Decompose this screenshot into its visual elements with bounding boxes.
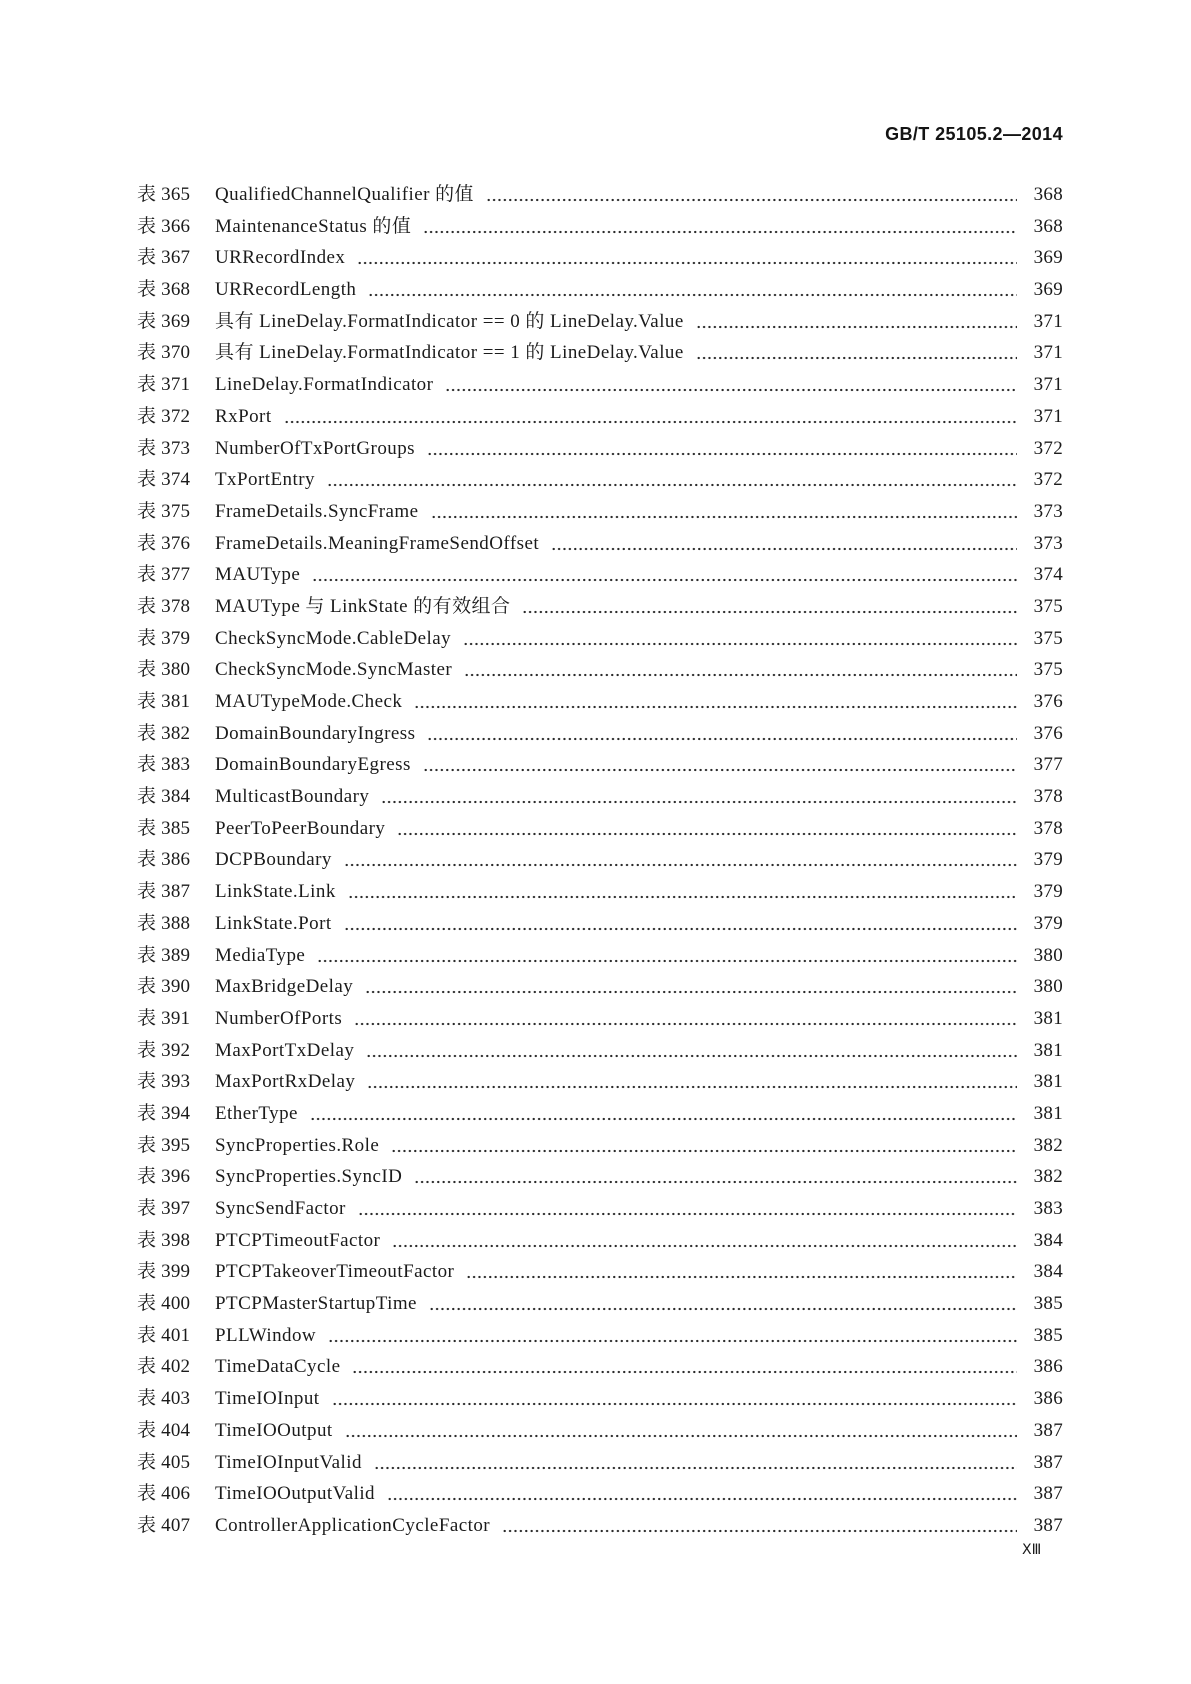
- page-number: 385: [1033, 1293, 1063, 1315]
- page-number: 378: [1033, 786, 1063, 808]
- dot-leader: [486, 198, 1017, 202]
- page-number: 387: [1033, 1514, 1063, 1536]
- toc-entry: [137, 1288, 1063, 1320]
- table-title: 具有 LineDelay.FormatIndicator == 1 的 LineDelay.Value: [215, 342, 684, 364]
- page-number: 371: [1033, 310, 1063, 332]
- toc-entry: [137, 876, 1063, 908]
- table-number: 表 382: [137, 722, 191, 744]
- page-number: 379: [1033, 849, 1063, 871]
- table-number: 表 375: [137, 500, 191, 522]
- page-number: 377: [1033, 754, 1063, 776]
- dot-leader: [357, 261, 1017, 265]
- dot-leader: [328, 1339, 1017, 1343]
- page-number: 380: [1033, 944, 1063, 966]
- table-number: 表 379: [137, 627, 191, 649]
- page-number: 376: [1033, 691, 1063, 712]
- dot-leader: [365, 990, 1017, 994]
- dot-leader: [423, 230, 1017, 234]
- table-title: DCPBoundary: [215, 849, 332, 871]
- toc-entry: [137, 686, 1063, 718]
- toc-entry: [137, 718, 1063, 750]
- toc-entry: [137, 496, 1063, 528]
- table-title: 具有 LineDelay.FormatIndicator == 0 的 LineDelay.Value: [215, 310, 684, 332]
- table-title: MAUTypeMode.Check: [215, 691, 403, 712]
- dot-leader: [427, 452, 1017, 456]
- dot-leader: [522, 610, 1017, 614]
- table-number: 表 399: [137, 1261, 191, 1283]
- table-title: MaxPortTxDelay: [215, 1039, 355, 1061]
- toc-entry: [137, 559, 1063, 591]
- table-title: PTCPTimeoutFactor: [215, 1229, 381, 1251]
- table-title: TimeIOInput: [215, 1388, 320, 1410]
- table-title: PLLWindow: [215, 1324, 317, 1346]
- page-number: 373: [1033, 500, 1063, 522]
- dot-leader: [431, 515, 1017, 519]
- table-title: PeerToPeerBoundary: [215, 817, 386, 839]
- dot-leader: [414, 1180, 1017, 1184]
- table-number: 表 365: [137, 184, 191, 205]
- dot-leader: [397, 832, 1017, 836]
- page-number: 376: [1033, 722, 1063, 744]
- toc-entry: [137, 274, 1063, 306]
- toc-entry: [137, 940, 1063, 972]
- dot-leader: [392, 1244, 1017, 1248]
- table-number: 表 383: [137, 754, 191, 776]
- page-number: 371: [1033, 374, 1063, 396]
- toc-entry: [137, 971, 1063, 1003]
- toc-entry: [137, 1130, 1063, 1162]
- table-title: DomainBoundaryIngress: [215, 722, 416, 744]
- page-number: 381: [1033, 1071, 1063, 1093]
- dot-leader: [429, 1307, 1017, 1311]
- toc-entry: [137, 211, 1063, 243]
- toc-entry: [137, 1098, 1063, 1130]
- toc-entry: [137, 1447, 1063, 1479]
- table-number: 表 403: [137, 1388, 191, 1410]
- table-number: 表 391: [137, 1007, 191, 1029]
- page-number: 369: [1033, 247, 1063, 269]
- table-number: 表 384: [137, 786, 191, 808]
- table-number: 表 381: [137, 691, 191, 712]
- table-number: 表 368: [137, 279, 191, 301]
- table-number: 表 388: [137, 912, 191, 934]
- toc-entry: [137, 433, 1063, 465]
- toc-entry: [137, 1383, 1063, 1415]
- table-title: MaintenanceStatus 的值: [215, 215, 412, 237]
- page-number: 387: [1033, 1483, 1063, 1505]
- toc-entry: [137, 1415, 1063, 1447]
- table-number: 表 377: [137, 564, 191, 586]
- table-number: 表 390: [137, 976, 191, 998]
- table-title: ControllerApplicationCycleFactor: [215, 1514, 491, 1536]
- toc-entry: [137, 1066, 1063, 1098]
- table-number: 表 400: [137, 1293, 191, 1315]
- toc-entry: [137, 464, 1063, 496]
- dot-leader: [332, 1402, 1017, 1406]
- table-number: 表 395: [137, 1134, 191, 1156]
- table-title: FrameDetails.SyncFrame: [215, 500, 419, 522]
- table-title: TxPortEntry: [215, 469, 315, 491]
- toc-entry: [137, 306, 1063, 338]
- dot-leader: [367, 1085, 1017, 1089]
- dot-leader: [696, 356, 1017, 360]
- page-number: 384: [1033, 1261, 1063, 1283]
- table-number: 表 405: [137, 1451, 191, 1473]
- dot-leader: [464, 673, 1017, 677]
- dot-leader: [696, 325, 1017, 329]
- page-number: 387: [1033, 1451, 1063, 1473]
- toc-entry: [137, 1035, 1063, 1067]
- page-number: 368: [1033, 215, 1063, 237]
- toc-entry: [137, 1320, 1063, 1352]
- table-title: QualifiedChannelQualifier 的值: [215, 184, 474, 205]
- page-number: 373: [1033, 532, 1063, 554]
- toc-entry: [137, 242, 1063, 274]
- table-number: 表 369: [137, 310, 191, 332]
- table-title: MaxBridgeDelay: [215, 976, 354, 998]
- dot-leader: [414, 705, 1017, 709]
- dot-leader: [445, 388, 1017, 392]
- table-number: 表 397: [137, 1198, 191, 1219]
- table-title: SyncProperties.SyncID: [215, 1166, 403, 1188]
- dot-leader: [310, 1117, 1017, 1121]
- table-number: 表 402: [137, 1356, 191, 1378]
- toc-entry: [137, 1510, 1063, 1542]
- table-title: PTCPTakeoverTimeoutFactor: [215, 1261, 455, 1283]
- dot-leader: [345, 1434, 1017, 1438]
- page-number: 384: [1033, 1229, 1063, 1251]
- table-number: 表 376: [137, 532, 191, 554]
- page-number: 385: [1033, 1324, 1063, 1346]
- page-number: 375: [1033, 627, 1063, 649]
- toc-entry: [137, 401, 1063, 433]
- table-number: 表 380: [137, 659, 191, 681]
- toc-entry: [137, 528, 1063, 560]
- page-number: 374: [1033, 564, 1063, 586]
- page-number: 381: [1033, 1039, 1063, 1061]
- table-title: URRecordLength: [215, 279, 357, 301]
- table-number: 表 394: [137, 1102, 191, 1124]
- table-title: SyncProperties.Role: [215, 1134, 380, 1156]
- table-number: 表 374: [137, 469, 191, 491]
- toc-entry: [137, 591, 1063, 623]
- table-title: TimeIOOutputValid: [215, 1483, 376, 1505]
- toc-entry: [137, 1003, 1063, 1035]
- table-number: 表 371: [137, 374, 191, 396]
- list-of-tables: [137, 179, 1063, 1542]
- table-title: SyncSendFactor: [215, 1198, 346, 1219]
- table-title: MaxPortRxDelay: [215, 1071, 356, 1093]
- table-number: 表 370: [137, 342, 191, 364]
- table-number: 表 372: [137, 405, 191, 427]
- dot-leader: [284, 420, 1017, 424]
- dot-leader: [463, 642, 1017, 646]
- dot-leader: [344, 927, 1017, 931]
- table-title: CheckSyncMode.SyncMaster: [215, 659, 453, 681]
- page-number: 386: [1033, 1388, 1063, 1410]
- table-number: 表 406: [137, 1483, 191, 1505]
- dot-leader: [387, 1497, 1017, 1501]
- table-title: LinkState.Port: [215, 912, 332, 934]
- table-number: 表 385: [137, 817, 191, 839]
- page-number: 371: [1033, 405, 1063, 427]
- dot-leader: [466, 1275, 1017, 1279]
- dot-leader: [354, 1022, 1017, 1026]
- toc-entry: [137, 369, 1063, 401]
- toc-entry: [137, 337, 1063, 369]
- page-number: 382: [1033, 1166, 1063, 1188]
- dot-leader: [327, 483, 1017, 487]
- page-number: 386: [1033, 1356, 1063, 1378]
- dot-leader: [358, 1212, 1017, 1216]
- page-number: 383: [1033, 1198, 1063, 1219]
- dot-leader: [502, 1529, 1017, 1533]
- table-number: 表 404: [137, 1419, 191, 1441]
- table-title: CheckSyncMode.CableDelay: [215, 627, 452, 649]
- page-number: 387: [1033, 1419, 1063, 1441]
- toc-entry: [137, 1351, 1063, 1383]
- table-number: 表 373: [137, 437, 191, 459]
- page-number: 371: [1033, 342, 1063, 364]
- page-number-roman: ⅩⅢ: [1022, 1542, 1042, 1558]
- table-number: 表 366: [137, 215, 191, 237]
- toc-entry: [137, 813, 1063, 845]
- table-number: 表 386: [137, 849, 191, 871]
- toc-entry: [137, 179, 1063, 211]
- table-title: DomainBoundaryEgress: [215, 754, 411, 776]
- dot-leader: [366, 1054, 1017, 1058]
- table-title: NumberOfTxPortGroups: [215, 437, 416, 459]
- page-number: 379: [1033, 912, 1063, 934]
- toc-entry: [137, 1161, 1063, 1193]
- table-number: 表 392: [137, 1039, 191, 1061]
- table-title: MAUType: [215, 564, 301, 586]
- dot-leader: [427, 737, 1017, 741]
- page-number: 381: [1033, 1007, 1063, 1029]
- page-number: 382: [1033, 1134, 1063, 1156]
- table-number: 表 401: [137, 1324, 191, 1346]
- dot-leader: [344, 863, 1017, 867]
- dot-leader: [312, 578, 1017, 582]
- dot-leader: [368, 293, 1017, 297]
- toc-entry: [137, 1256, 1063, 1288]
- table-title: RxPort: [215, 405, 272, 427]
- table-title: PTCPMasterStartupTime: [215, 1293, 417, 1315]
- dot-leader: [352, 1370, 1017, 1374]
- page-number: 381: [1033, 1102, 1063, 1124]
- toc-entry: [137, 623, 1063, 655]
- toc-entry: [137, 1225, 1063, 1257]
- dot-leader: [381, 800, 1017, 804]
- toc-entry: [137, 781, 1063, 813]
- toc-entry: [137, 908, 1063, 940]
- table-number: 表 398: [137, 1229, 191, 1251]
- dot-leader: [317, 959, 1017, 963]
- page-number: 372: [1033, 437, 1063, 459]
- dot-leader: [423, 768, 1017, 772]
- page-number: 372: [1033, 469, 1063, 491]
- table-number: 表 396: [137, 1166, 191, 1188]
- toc-entry: [137, 1193, 1063, 1225]
- table-title: LineDelay.FormatIndicator: [215, 374, 434, 396]
- table-title: EtherType: [215, 1102, 298, 1124]
- toc-entry: [137, 844, 1063, 876]
- table-title: LinkState.Link: [215, 881, 336, 903]
- table-title: FrameDetails.MeaningFrameSendOffset: [215, 532, 540, 554]
- standard-code-header: GB/T 25105.2—2014: [885, 124, 1063, 144]
- table-title: URRecordIndex: [215, 247, 346, 269]
- page-number: 375: [1033, 595, 1063, 617]
- page-number: 379: [1033, 881, 1063, 903]
- table-number: 表 393: [137, 1071, 191, 1093]
- dot-leader: [391, 1149, 1017, 1153]
- table-title: MulticastBoundary: [215, 786, 370, 808]
- table-number: 表 407: [137, 1514, 191, 1536]
- page-number: 378: [1033, 817, 1063, 839]
- dot-leader: [348, 895, 1017, 899]
- table-title: TimeDataCycle: [215, 1356, 341, 1378]
- table-number: 表 367: [137, 247, 191, 269]
- dot-leader: [551, 547, 1017, 551]
- dot-leader: [374, 1466, 1017, 1470]
- toc-entry: [137, 749, 1063, 781]
- table-number: 表 378: [137, 595, 191, 617]
- toc-entry: [137, 654, 1063, 686]
- page-number: 375: [1033, 659, 1063, 681]
- table-number: 表 389: [137, 944, 191, 966]
- table-title: MediaType: [215, 944, 306, 966]
- table-number: 表 387: [137, 881, 191, 903]
- table-title: TimeIOOutput: [215, 1419, 333, 1441]
- page-number: 380: [1033, 976, 1063, 998]
- table-title: MAUType 与 LinkState 的有效组合: [215, 595, 511, 617]
- table-title: NumberOfPorts: [215, 1007, 343, 1029]
- page-number: 369: [1033, 279, 1063, 301]
- table-title: TimeIOInputValid: [215, 1451, 362, 1473]
- page-number: 368: [1033, 184, 1063, 205]
- toc-entry: [137, 1478, 1063, 1510]
